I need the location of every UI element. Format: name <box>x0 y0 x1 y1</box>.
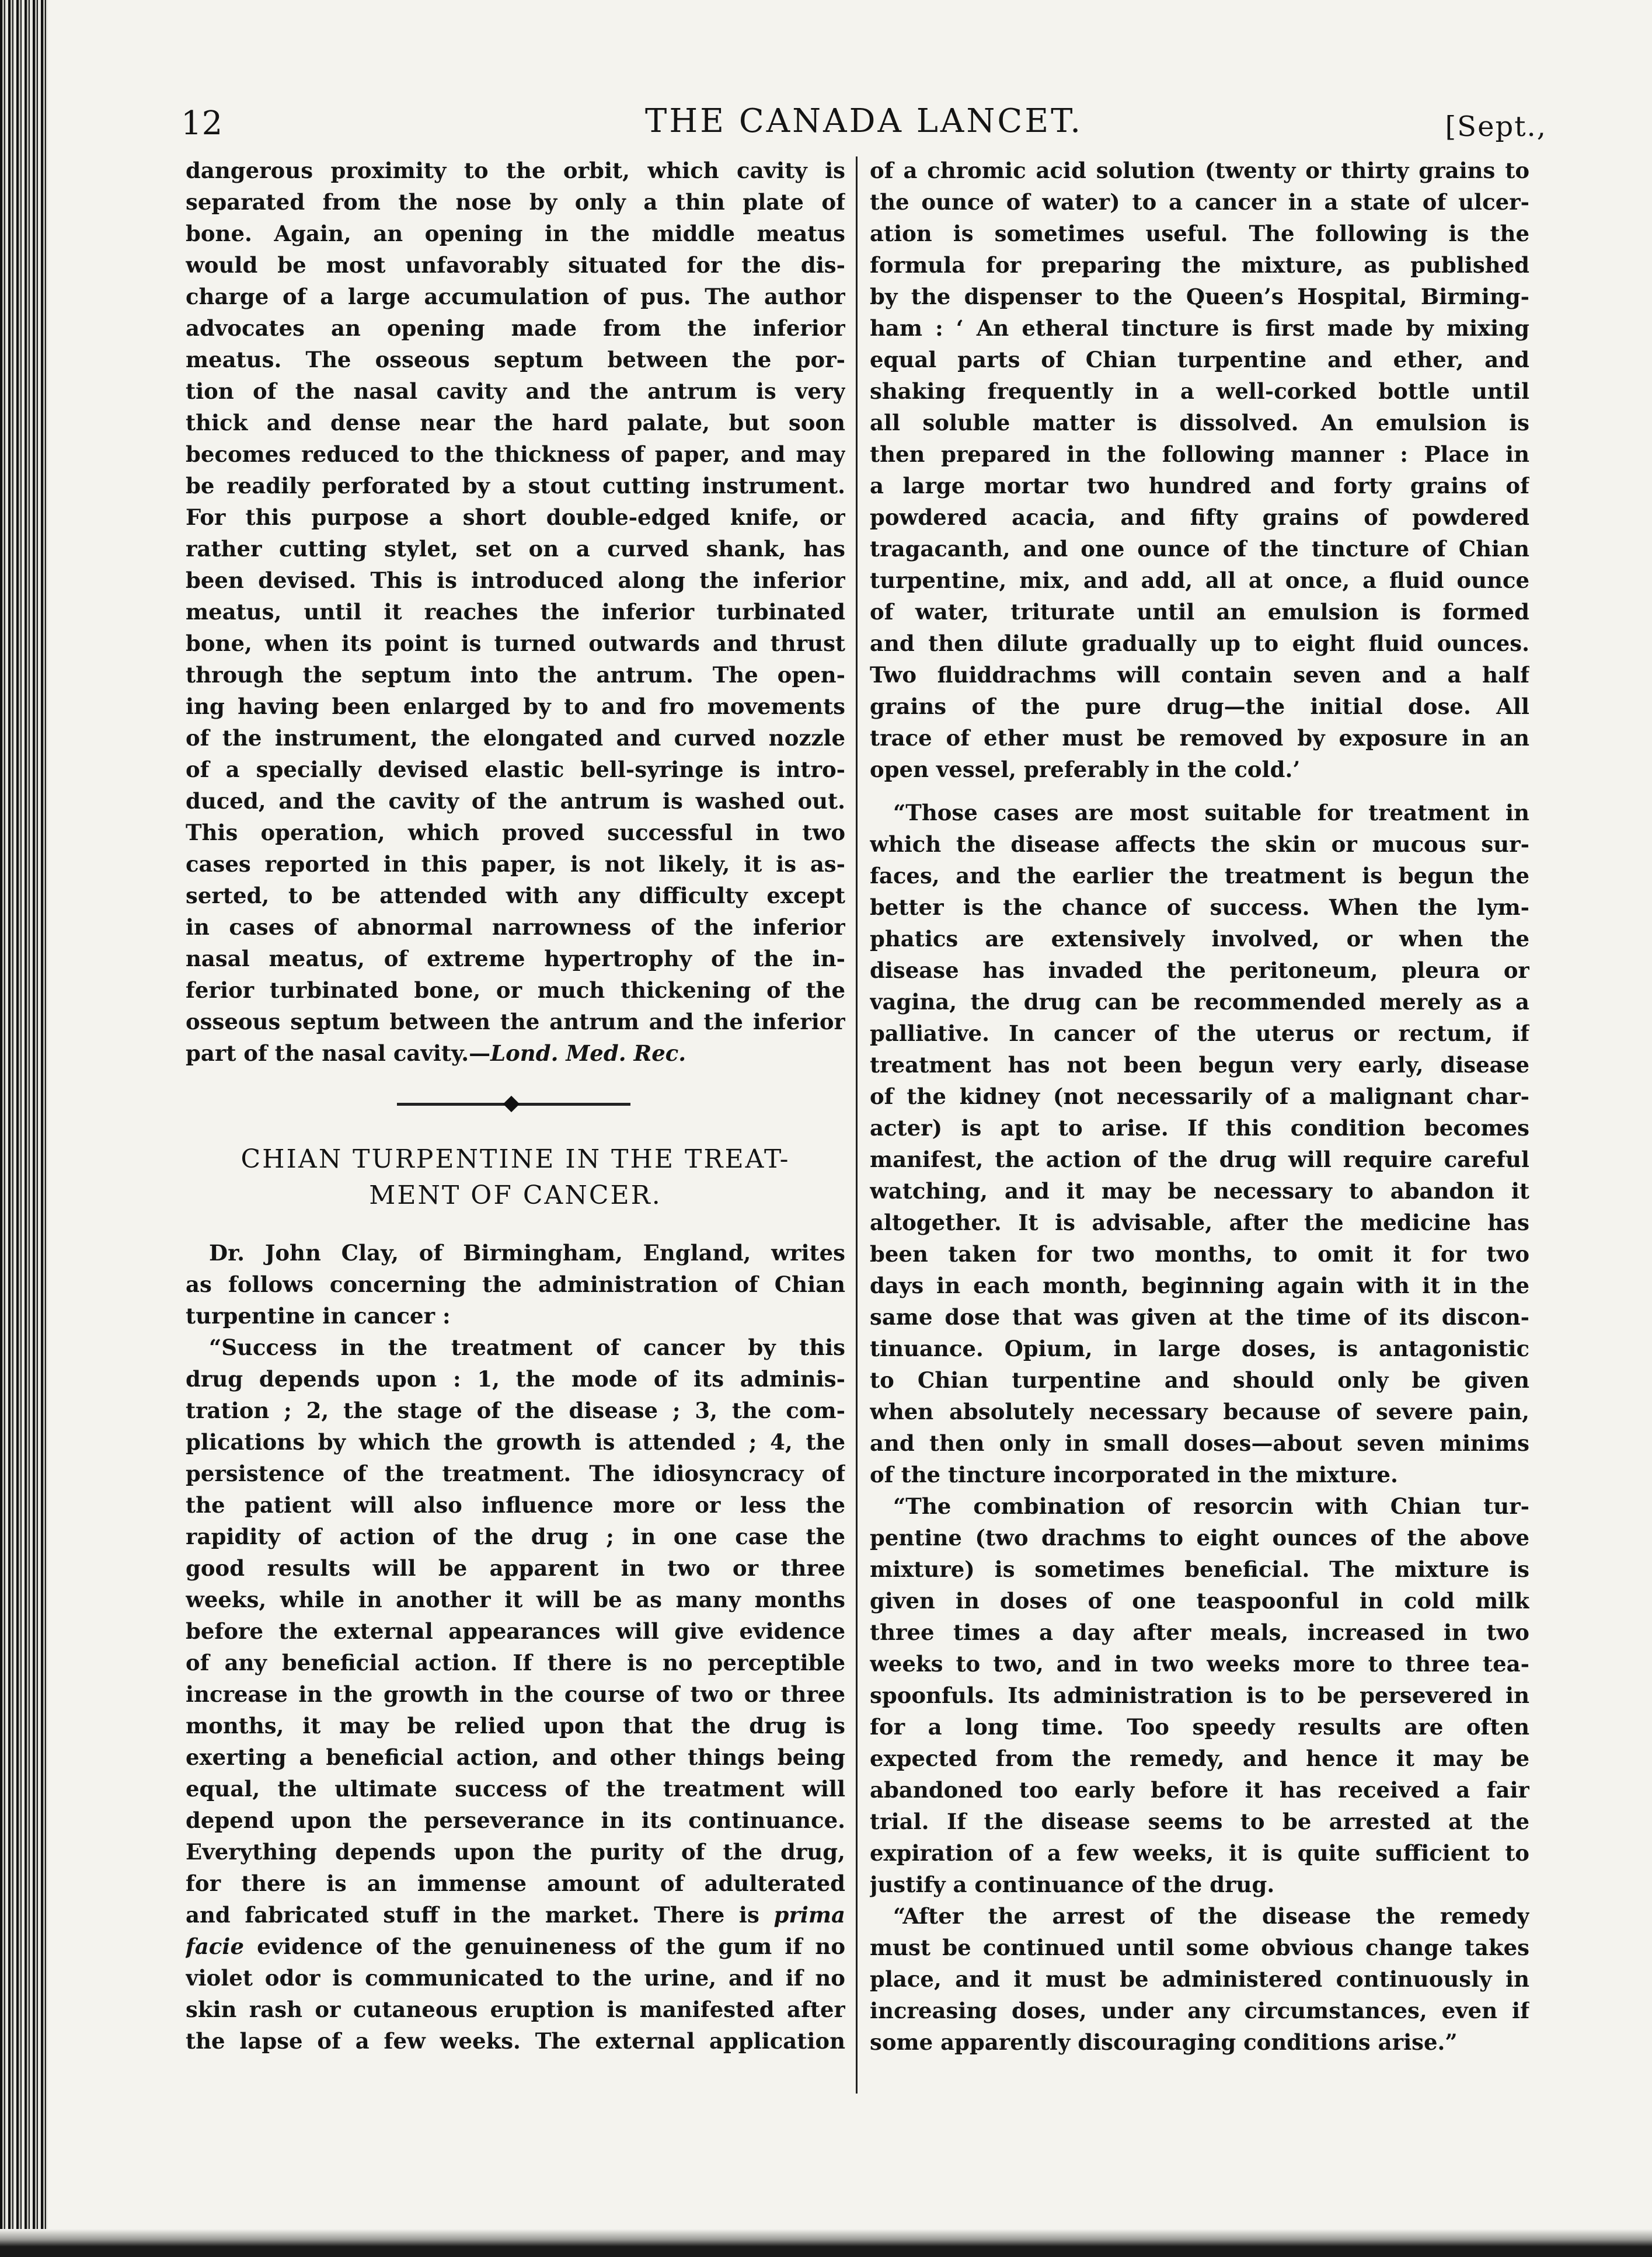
text-line: turpentine, mix, and add, all at once, a fluid ounce <box>870 567 1529 593</box>
text-line: justify a continuance of the drug. <box>870 1872 1275 1897</box>
text-line: of the instrument, the elongated and curved nozzle <box>186 725 845 751</box>
text-line: meatus. The osseous septum between the por- <box>186 347 845 372</box>
left-column <box>186 155 845 2057</box>
citation-source: Lond. Med. Rec. <box>490 1040 686 1066</box>
text-line: ation is sometimes useful. The following is the <box>870 221 1529 246</box>
text-line: “Success in the treatment of cancer by this <box>209 1335 845 1360</box>
text-line: some apparently discouraging conditions arise.” <box>870 2029 1458 2055</box>
text-line: faces, and the earlier the treatment is begun the <box>870 863 1529 889</box>
paragraph <box>186 1962 845 2057</box>
text-line: of a specially devised elastic bell-syringe is intro- <box>186 757 845 782</box>
right-column <box>870 155 1529 2058</box>
text-line: of the kidney (not necessarily of a malignant char- <box>870 1084 1529 1109</box>
text-line: violet odor is communicated to the urine, and if no <box>186 1965 845 1991</box>
text-line: given in doses of one teaspoonful in cold milk <box>870 1588 1529 1614</box>
text-line: as follows concerning the administration of Chian <box>186 1272 845 1297</box>
text-line: which the disease affects the skin or mucous sur- <box>870 831 1529 857</box>
text-line: disease has invaded the peritoneum, pleura or <box>870 957 1529 983</box>
text-line: increasing doses, under any circumstances, even if <box>870 1998 1529 2023</box>
text-line: all soluble matter is dissolved. An emulsion is <box>870 410 1529 436</box>
text-line: ferior turbinated bone, or much thickening of the <box>186 977 845 1003</box>
text-line: of water, triturate until an emulsion is formed <box>870 599 1529 625</box>
text-line: nasal meatus, of extreme hypertrophy of the in- <box>186 946 845 971</box>
text-line: trace of ether must be removed by exposure in an <box>870 725 1529 751</box>
text-line: advocates an opening made from the inferior <box>186 315 845 341</box>
text-line: tragacanth, and one ounce of the tincture of Chian <box>870 536 1529 562</box>
text-line: ham : ‘ An etheral tincture is first made by mixing <box>870 315 1529 341</box>
text-line: through the septum into the antrum. The open- <box>186 662 845 688</box>
text-line: three times a day after meals, increased in two <box>870 1619 1529 1645</box>
text-line: rapidity of action of the drug ; in one case the <box>186 1524 845 1549</box>
article-title-line: MENT OF CANCER. <box>369 1180 662 1210</box>
issue-label: [Sept., <box>1445 110 1547 143</box>
text-line: becomes reduced to the thickness of paper, and may <box>186 441 845 467</box>
text-line: skin rash or cutaneous eruption is manifested after <box>186 1997 845 2022</box>
text-line: tration ; 2, the stage of the disease ; 3, the com- <box>186 1398 845 1423</box>
text-line: watching, and it may be necessary to abandon it <box>870 1178 1529 1204</box>
paragraph <box>870 155 1529 754</box>
text-line: then prepared in the following manner : Place in <box>870 441 1529 467</box>
text-line: before the external appearances will give evidence <box>186 1618 845 1644</box>
text-line: meatus, until it reaches the inferior turbinated <box>186 599 845 625</box>
text-line: altogether. It is advisable, after the medicine has <box>870 1210 1529 1235</box>
text-line: place, and it must be administered continuously in <box>870 1966 1529 1992</box>
text-line: plications by which the growth is attended ; 4, the <box>186 1429 845 1455</box>
text-line: the ounce of water) to a cancer in a state of ulcer- <box>870 189 1529 215</box>
page-header <box>181 102 1547 161</box>
text-line: depend upon the perseverance in its continuance. <box>186 1807 845 1833</box>
page-number: 12 <box>181 105 223 142</box>
text-line: drug depends upon : 1, the mode of its adminis- <box>186 1366 845 1392</box>
text-line: ing having been enlarged by to and fro movements <box>186 694 845 719</box>
text-line: tion of the nasal cavity and the antrum is very <box>186 378 845 404</box>
text-line: when absolutely necessary because of severe pain, <box>870 1399 1529 1424</box>
paragraph <box>186 1237 845 1300</box>
text-line: and then dilute gradually up to eight fluid ounces. <box>870 631 1529 656</box>
text-line: “After the arrest of the disease the remedy <box>893 1903 1529 1929</box>
article-title-line: CHIAN TURPENTINE IN THE TREAT- <box>241 1144 790 1174</box>
text-line: would be most unfavorably situated for the dis- <box>186 252 845 278</box>
text-line: formula for preparing the mixture, as published <box>870 252 1529 278</box>
text-line: be readily perforated by a stout cutting instrument. <box>186 473 845 499</box>
text-line: osseous septum between the antrum and the inferior <box>186 1009 845 1035</box>
text-line: in cases of abnormal narrowness of the inferior <box>186 914 845 940</box>
text-line: duced, and the cavity of the antrum is washed out. <box>186 788 845 814</box>
text-line: grains of the pure drug—the initial dose. All <box>870 694 1529 719</box>
text-line: of a chromic acid solution (twenty or thirty grains to <box>870 158 1529 183</box>
text-line: of any beneficial action. If there is no perceptible <box>186 1650 845 1676</box>
text-line: cases reported in this paper, is not likely, it is as- <box>186 851 845 877</box>
text-line: mixture) is sometimes beneficial. The mixture is <box>870 1556 1529 1582</box>
section-divider <box>186 1092 845 1116</box>
column-rule <box>856 156 858 2094</box>
text-line: open vessel, preferably in the cold.’ <box>870 757 1301 782</box>
text-line: the lapse of a few weeks. The external application <box>186 2028 845 2054</box>
text-line: bone. Again, an opening in the middle meatus <box>186 221 845 246</box>
text-line: by the dispenser to the Queen’s Hospital, Birming- <box>870 284 1529 309</box>
text-line: persistence of the treatment. The idiosyncracy of <box>186 1461 845 1486</box>
article-title <box>186 1141 845 1214</box>
text-line: trial. If the disease seems to be arrested at the <box>870 1809 1529 1834</box>
text-line: vagina, the drug can be recommended merely as a <box>870 989 1529 1015</box>
text-line: separated from the nose by only a thin plate of <box>186 189 845 215</box>
text-line: tinuance. Opium, in large doses, is antagonistic <box>870 1336 1529 1361</box>
text-line: serted, to be attended with any difficulty except <box>186 883 845 908</box>
text-line: increase in the growth in the course of two or three <box>186 1681 845 1707</box>
text-line: days in each month, beginning again with it in the <box>870 1273 1529 1298</box>
text-line: manifest, the action of the drug will require careful <box>870 1147 1529 1172</box>
text-line: weeks, while in another it will be as many months <box>186 1587 845 1612</box>
text-line: to Chian turpentine and should only be given <box>870 1367 1529 1393</box>
text-line: abandoned too early before it has received a fair <box>870 1777 1529 1803</box>
text-line: charge of a large accumulation of pus. The author <box>186 284 845 309</box>
text-line: for a long time. Too speedy results are often <box>870 1714 1529 1740</box>
paragraph <box>870 1900 1529 2026</box>
text-line: powdered acacia, and fifty grains of powdered <box>870 504 1529 530</box>
paragraph <box>870 1490 1529 1869</box>
page-bottom-edge <box>0 2229 1652 2257</box>
journal-title: THE CANADA LANCET. <box>644 102 1083 140</box>
text-line: for there is an immense amount of adulterated <box>186 1871 845 1896</box>
paragraph <box>186 155 845 1037</box>
text-line: equal parts of Chian turpentine and ether, and <box>870 347 1529 372</box>
text-line: expected from the remedy, and hence it may be <box>870 1746 1529 1771</box>
text-line: bone, when its point is turned outwards and thrust <box>186 631 845 656</box>
paragraph <box>186 1332 845 1899</box>
paragraph-gap <box>870 785 1529 797</box>
text-line: good results will be apparent in two or three <box>186 1555 845 1581</box>
text-line: acter) is apt to arise. If this condition becomes <box>870 1115 1529 1141</box>
text-line: part of the nasal cavity.—Lond. Med. Rec. <box>186 1040 686 1066</box>
text-line: been devised. This is introduced along the inferior <box>186 567 845 593</box>
text-line: exerting a beneficial action, and other things being <box>186 1744 845 1770</box>
text-line: and then only in small doses—about seven minims <box>870 1430 1529 1456</box>
text-line: and fabricated stuff in the market. There is prima <box>186 1902 845 1928</box>
divider-diamond-icon <box>503 1096 520 1112</box>
paragraph <box>870 797 1529 1459</box>
text-line: dangerous proximity to the orbit, which cavity is <box>186 158 845 183</box>
text-line: rather cutting stylet, set on a curved shank, has <box>186 536 845 562</box>
text-line: This operation, which proved successful in two <box>186 820 845 845</box>
text-line: must be continued until some obvious change takes <box>870 1935 1529 1960</box>
text-line: For this purpose a short double-edged knife, or <box>186 504 845 530</box>
text-line: equal, the ultimate success of the treatment will <box>186 1776 845 1802</box>
text-line: a large mortar two hundred and forty grains of <box>870 473 1529 499</box>
text-line: pentine (two drachms to eight ounces of the above <box>870 1525 1529 1551</box>
text-line: facie evidence of the genuineness of the gum if no <box>186 1934 845 1959</box>
text-line: “The combination of resorcin with Chian tur- <box>893 1493 1529 1519</box>
text-line: spoonfuls. Its administration is to be persevered in <box>870 1683 1529 1708</box>
text-line: weeks to two, and in two weeks more to three tea- <box>870 1651 1529 1677</box>
text-line: “Those cases are most suitable for treatment in <box>893 800 1529 826</box>
text-line: phatics are extensively involved, or when the <box>870 926 1529 952</box>
text-line: palliative. In cancer of the uterus or rectum, if <box>870 1020 1529 1046</box>
text-line: thick and dense near the hard palate, but soon <box>186 410 845 436</box>
text-line: treatment has not been begun very early, disease <box>870 1052 1529 1078</box>
text-line: better is the chance of success. When the lym- <box>870 894 1529 920</box>
text-line: the patient will also influence more or less the <box>186 1492 845 1518</box>
text-line: been taken for two months, to omit it for two <box>870 1241 1529 1267</box>
text-line: of the tincture incorporated in the mixture. <box>870 1462 1398 1488</box>
text-line: turpentine in cancer : <box>186 1303 451 1329</box>
text-line: shaking frequently in a well-corked bottle until <box>870 378 1529 404</box>
text-line: same dose that was given at the time of its discon- <box>870 1304 1529 1330</box>
text-line: Everything depends upon the purity of the drug, <box>186 1839 845 1865</box>
text-line: months, it may be relied upon that the drug is <box>186 1713 845 1739</box>
text-line: expiration of a few weeks, it is quite sufficient to <box>870 1840 1529 1866</box>
binding-edge <box>0 0 48 2257</box>
text-line: Two fluiddrachms will contain seven and a half <box>870 662 1529 688</box>
text-line: Dr. John Clay, of Birmingham, England, writes <box>209 1240 845 1266</box>
